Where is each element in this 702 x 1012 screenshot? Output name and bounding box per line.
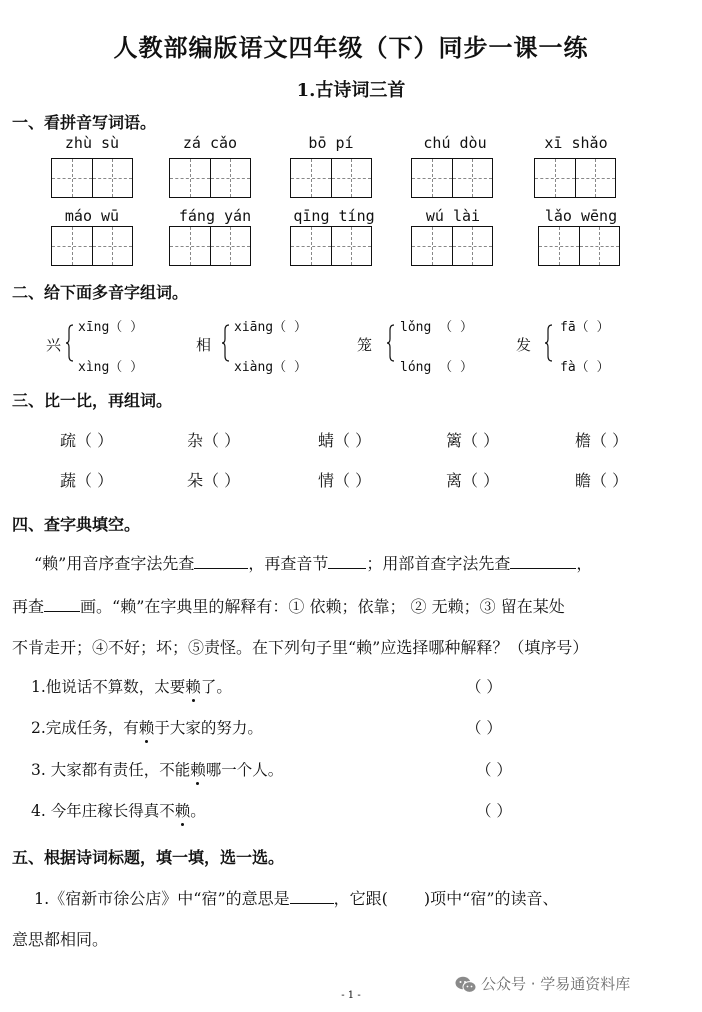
polyphone-4-reading-2[interactable]: fà（ ） (560, 360, 610, 375)
compare-1-4[interactable]: 篱（ ） (446, 431, 500, 450)
blank-syllable[interactable] (328, 568, 366, 569)
writing-grid-10[interactable] (538, 226, 620, 266)
s4-line-3: 不肯走开；④不好；坏；⑤责怪。在下列句子里“赖”应选择哪种解释？（填序号） (12, 638, 589, 657)
polyphone-char-3: 笼 (357, 336, 373, 354)
blank-meaning[interactable] (290, 903, 334, 904)
polyphone-2-reading-1[interactable]: xiāng（ ） (234, 320, 307, 335)
polyphone-1-reading-2[interactable]: xìng（ ） (78, 360, 144, 375)
compare-2-5[interactable]: 瞻（ ） (575, 471, 629, 490)
writing-grid-6[interactable] (51, 226, 133, 266)
compare-2-3[interactable]: 情（ ） (318, 471, 372, 490)
compare-1-1[interactable]: 疏（ ） (60, 431, 114, 450)
s4-answer-1[interactable]: （ ） (466, 678, 502, 696)
section-1-heading: 一、看拼音写词语。 (12, 113, 157, 132)
writing-grid-9[interactable] (411, 226, 493, 266)
compare-2-4[interactable]: 离（ ） (446, 471, 500, 490)
watermark-text: 公众号 · 学易通资料库 (481, 975, 631, 993)
compare-2-2[interactable]: 朵（ ） (187, 471, 241, 490)
s4-text-1a: “赖”用音序查字法先查 (34, 554, 195, 573)
page-title: 人教部编版语文四年级（下）同步一课一练 (113, 33, 589, 62)
s4-answer-2[interactable]: （ ） (466, 719, 502, 737)
s4-question-3: 3. 大家都有责任，不能赖哪一个人。 (31, 758, 283, 780)
s4-text-2b: 画。“赖”在字典里的解释有：① 依赖；依靠； ② 无赖；③ 留在某处 (80, 597, 565, 616)
polyphone-char-1: 兴 (46, 336, 62, 354)
brace-icon (387, 324, 395, 362)
pinyin-9: wú lài (425, 207, 481, 225)
writing-grid-3[interactable] (290, 158, 372, 198)
section-2-heading: 二、给下面多音字组词。 (12, 283, 189, 302)
s4-question-4: 4. 今年庄稼长得真不赖。 (31, 799, 206, 821)
s4-text-2a: 再查 (12, 597, 45, 616)
polyphone-1-reading-1[interactable]: xīng（ ） (78, 320, 144, 335)
polyphone-char-4: 发 (516, 336, 532, 354)
brace-icon (222, 324, 230, 362)
writing-grid-1[interactable] (51, 158, 133, 198)
s4-text-1b: ，再查音节 (248, 554, 329, 573)
s4-question-2: 2.完成任务，有赖于大家的努力。 (31, 716, 263, 738)
section-5-heading: 五、根据诗词标题，填一填，选一选。 (12, 848, 285, 867)
writing-grid-7[interactable] (169, 226, 251, 266)
blank-initial[interactable] (194, 568, 248, 569)
s4-answer-4[interactable]: （ ） (476, 802, 512, 820)
brace-icon (66, 324, 74, 362)
brace-icon (545, 324, 553, 362)
s5-line-1: 1.《宿新市徐公店》中“宿”的意思是 ，它跟( )项中“宿”的读音、 (34, 889, 559, 908)
page-number: - 1 - (341, 990, 361, 1001)
polyphone-3-reading-2[interactable]: lóng （ ） (400, 360, 473, 375)
writing-grid-8[interactable] (290, 226, 372, 266)
s4-text-1c: ；用部首查字法先查 (366, 554, 511, 573)
section-3-heading: 三、比一比，再组词。 (12, 391, 173, 410)
pinyin-4: chú dòu (423, 134, 487, 152)
writing-grid-4[interactable] (411, 158, 493, 198)
pinyin-8: qīng tíng (293, 207, 375, 225)
pinyin-1: zhù sù (64, 134, 120, 152)
s4-question-1: 1.他说话不算数，太要赖了。 (31, 675, 232, 697)
s5-line-2: 意思都相同。 (12, 930, 109, 949)
pinyin-7: fáng yán (178, 207, 252, 225)
polyphone-2-reading-2[interactable]: xiàng（ ） (234, 360, 307, 375)
compare-2-1[interactable]: 蔬（ ） (60, 471, 114, 490)
lesson-title: 1.古诗词三首 (296, 80, 406, 101)
compare-1-5[interactable]: 檐（ ） (575, 431, 629, 450)
pinyin-3: bō pí (308, 134, 354, 152)
s4-line-1 (34, 551, 592, 574)
s4-line-2 (12, 594, 565, 617)
writing-grid-5[interactable] (534, 158, 616, 198)
compare-1-2[interactable]: 杂（ ） (187, 431, 241, 450)
blank-strokes[interactable] (44, 611, 80, 612)
writing-grid-2[interactable] (169, 158, 251, 198)
pinyin-10: lǎo wēng (544, 207, 618, 225)
blank-radical[interactable] (510, 568, 576, 569)
compare-1-3[interactable]: 蜻（ ） (318, 431, 372, 450)
pinyin-2: zá cǎo (182, 134, 238, 152)
polyphone-3-reading-1[interactable]: lǒng （ ） (400, 320, 473, 335)
polyphone-char-2: 相 (196, 336, 212, 354)
pinyin-5: xī shǎo (544, 134, 608, 152)
s4-text-1d: ， (576, 554, 593, 573)
polyphone-4-reading-1[interactable]: fā（ ） (560, 320, 610, 335)
pinyin-6: máo wū (64, 207, 120, 225)
s4-answer-3[interactable]: （ ） (476, 761, 512, 779)
section-4-heading: 四、查字典填空。 (12, 515, 141, 534)
